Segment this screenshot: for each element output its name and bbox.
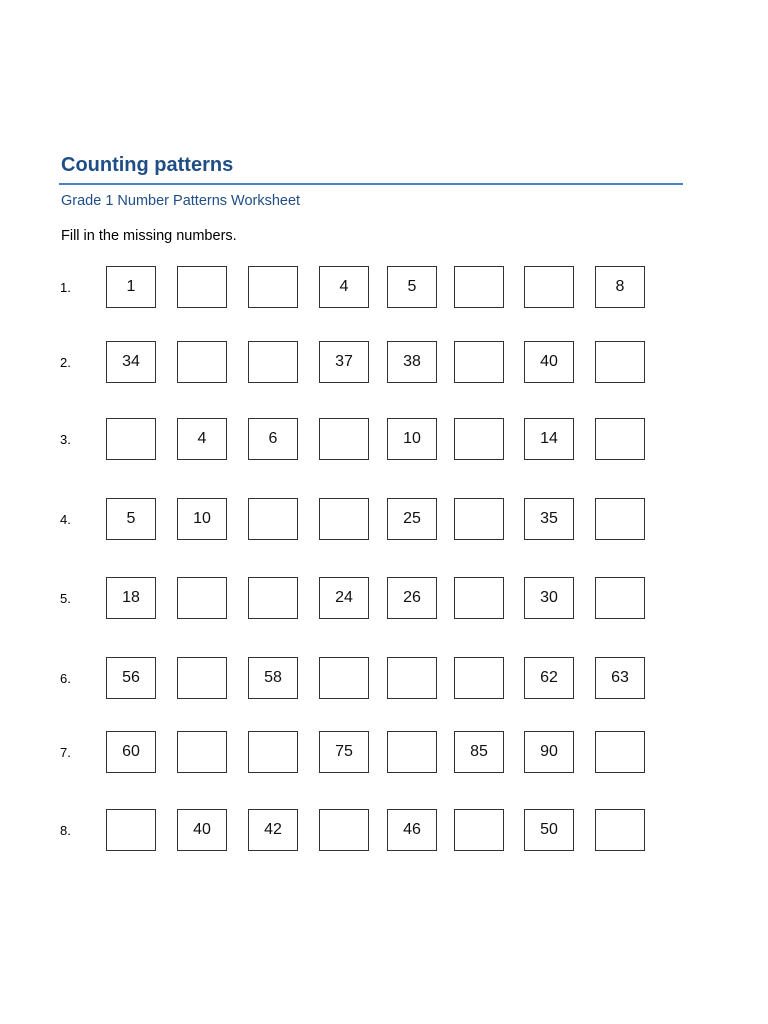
given-number-box: 62: [524, 657, 574, 699]
pattern-row: [0, 577, 768, 625]
given-number-box: 34: [106, 341, 156, 383]
given-number-box: 5: [106, 498, 156, 540]
pattern-row: [0, 341, 768, 389]
blank-answer-box[interactable]: [177, 731, 227, 773]
given-number-box: 35: [524, 498, 574, 540]
worksheet-instructions: Fill in the missing numbers.: [61, 228, 237, 244]
given-number-box: 4: [177, 418, 227, 460]
given-number-box: 85: [454, 731, 504, 773]
blank-answer-box[interactable]: [524, 266, 574, 308]
given-number-box: 5: [387, 266, 437, 308]
given-number-box: 58: [248, 657, 298, 699]
given-number-box: 63: [595, 657, 645, 699]
blank-answer-box[interactable]: [177, 341, 227, 383]
blank-answer-box[interactable]: [454, 341, 504, 383]
given-number-box: 40: [524, 341, 574, 383]
blank-answer-box[interactable]: [454, 577, 504, 619]
given-number-box: 38: [387, 341, 437, 383]
given-number-box: 24: [319, 577, 369, 619]
row-number-label: 8.: [60, 823, 71, 838]
blank-answer-box[interactable]: [595, 341, 645, 383]
given-number-box: 1: [106, 266, 156, 308]
blank-answer-box[interactable]: [595, 498, 645, 540]
given-number-box: 60: [106, 731, 156, 773]
row-number-label: 4.: [60, 512, 71, 527]
given-number-box: 90: [524, 731, 574, 773]
blank-answer-box[interactable]: [595, 731, 645, 773]
blank-answer-box[interactable]: [454, 809, 504, 851]
row-number-label: 1.: [60, 280, 71, 295]
given-number-box: 75: [319, 731, 369, 773]
blank-answer-box[interactable]: [177, 266, 227, 308]
blank-answer-box[interactable]: [387, 731, 437, 773]
title-underline: [59, 183, 683, 185]
given-number-box: 25: [387, 498, 437, 540]
pattern-row: [0, 498, 768, 546]
pattern-row: [0, 418, 768, 466]
row-number-label: 2.: [60, 355, 71, 370]
blank-answer-box[interactable]: [319, 498, 369, 540]
row-number-label: 6.: [60, 671, 71, 686]
blank-answer-box[interactable]: [454, 418, 504, 460]
blank-answer-box[interactable]: [454, 266, 504, 308]
row-number-label: 5.: [60, 591, 71, 606]
blank-answer-box[interactable]: [319, 809, 369, 851]
given-number-box: 42: [248, 809, 298, 851]
row-number-label: 3.: [60, 432, 71, 447]
blank-answer-box[interactable]: [106, 809, 156, 851]
blank-answer-box[interactable]: [595, 418, 645, 460]
blank-answer-box[interactable]: [248, 266, 298, 308]
pattern-row: [0, 657, 768, 705]
blank-answer-box[interactable]: [319, 657, 369, 699]
blank-answer-box[interactable]: [177, 657, 227, 699]
given-number-box: 46: [387, 809, 437, 851]
given-number-box: 8: [595, 266, 645, 308]
blank-answer-box[interactable]: [248, 498, 298, 540]
given-number-box: 18: [106, 577, 156, 619]
given-number-box: 6: [248, 418, 298, 460]
given-number-box: 56: [106, 657, 156, 699]
pattern-row: [0, 809, 768, 857]
given-number-box: 37: [319, 341, 369, 383]
blank-answer-box[interactable]: [387, 657, 437, 699]
given-number-box: 10: [177, 498, 227, 540]
blank-answer-box[interactable]: [248, 731, 298, 773]
row-number-label: 7.: [60, 745, 71, 760]
blank-answer-box[interactable]: [106, 418, 156, 460]
worksheet-subtitle: Grade 1 Number Patterns Worksheet: [61, 193, 301, 209]
worksheet-title: Counting patterns: [61, 154, 234, 176]
given-number-box: 14: [524, 418, 574, 460]
given-number-box: 26: [387, 577, 437, 619]
blank-answer-box[interactable]: [454, 657, 504, 699]
blank-answer-box[interactable]: [248, 577, 298, 619]
pattern-row: [0, 731, 768, 779]
given-number-box: 10: [387, 418, 437, 460]
blank-answer-box[interactable]: [319, 418, 369, 460]
blank-answer-box[interactable]: [595, 577, 645, 619]
blank-answer-box[interactable]: [595, 809, 645, 851]
blank-answer-box[interactable]: [454, 498, 504, 540]
blank-answer-box[interactable]: [248, 341, 298, 383]
pattern-row: [0, 266, 768, 314]
given-number-box: 30: [524, 577, 574, 619]
given-number-box: 50: [524, 809, 574, 851]
blank-answer-box[interactable]: [177, 577, 227, 619]
given-number-box: 40: [177, 809, 227, 851]
given-number-box: 4: [319, 266, 369, 308]
